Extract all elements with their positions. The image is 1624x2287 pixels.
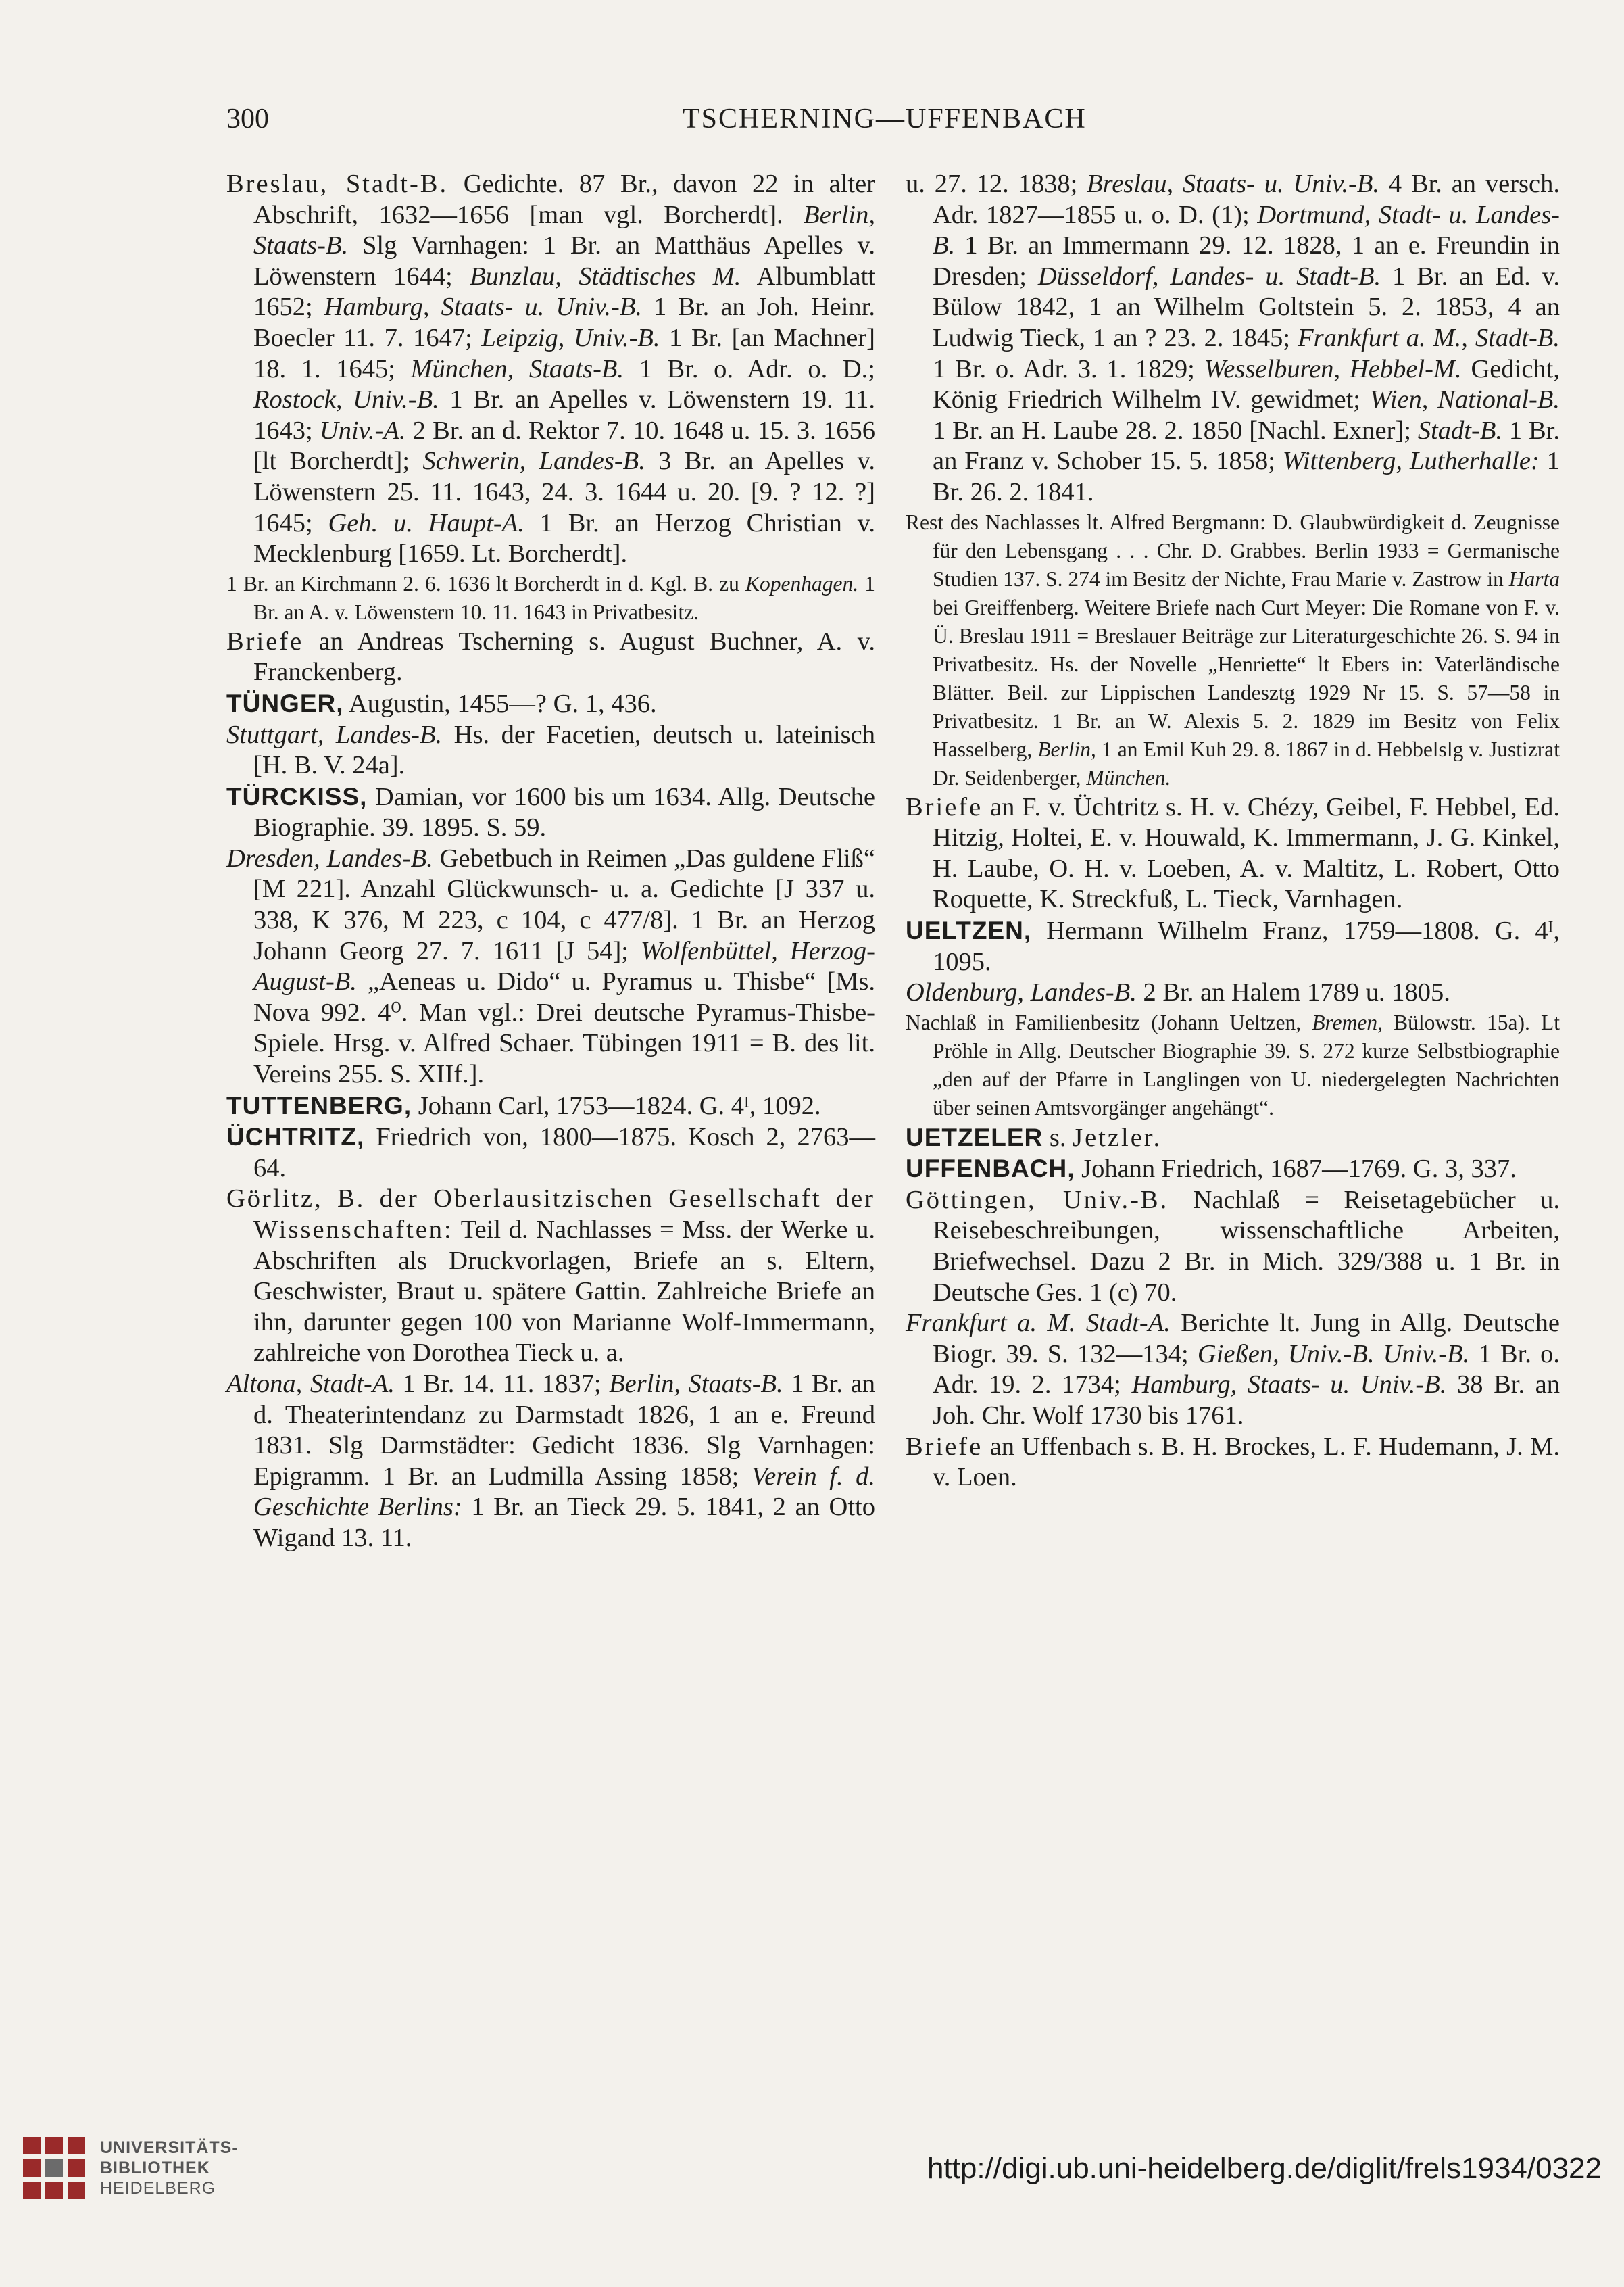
text-run: Berlin, xyxy=(1037,737,1096,761)
text-run: 1 Br. an Franz v. Schober 15. 5. 1858; xyxy=(933,416,1560,476)
entry-heading xyxy=(226,1122,875,1184)
footnote xyxy=(906,1009,1560,1122)
text-run: 1 Br. an d. Theaterintendanz zu Darmstadt 1826, 1 an e. Freund 1831. Slg Darmstädter: Gedicht 1836. Slg Varnhagen: Epigramm. 1 Br. an Ludmilla Assing 1858; xyxy=(253,1369,875,1491)
text-run: 1 Br. an H. Laube 28. 2. 1850 [Nachl. Exner]; xyxy=(933,416,1418,445)
text-run: München. xyxy=(1086,765,1171,790)
text-run: UELTZEN, xyxy=(906,916,1032,944)
text-run: TÜRCKISS, xyxy=(226,782,368,811)
text-run: „Aeneas u. Dido“ u. Pyramus u. Thisbe“ [Ms. Nova 992. 4⁰. Man vgl.: Drei deutsche Pyramus-Thisbe-Spiele. Hrsg. v. Alfred Schaer. Tübingen 1911 = B. des lit. Vereins 255. S. XIIf.]. xyxy=(253,967,875,1089)
text-run: an Uffenbach s. B. H. Brockes, L. F. Hudemann, J. M. v. Loen. xyxy=(933,1432,1560,1492)
text-run: UFFENBACH, xyxy=(906,1155,1075,1183)
text-run: Johann Carl, 1753—1824. G. 4ᴵ, 1092. xyxy=(412,1091,821,1120)
text-run: 1 Br. an Kirchmann 2. 6. 1636 lt Borcherdt in d. Kgl. B. zu xyxy=(226,571,746,596)
text-run: Gedichte. 87 Br., davon 22 in alter Abschrift, 1632—1656 [man vgl. Borcherdt]. xyxy=(253,170,875,229)
entry-heading xyxy=(906,1153,1560,1185)
text-run: Bunzlau, Städtisches M. xyxy=(470,262,741,291)
text-run: 1 Br. an A. v. Löwenstern 10. 11. 1643 in Privatbesitz. xyxy=(253,571,876,624)
text-run: Dresden, Landes-B. xyxy=(226,844,433,873)
text-run: Bremen, xyxy=(1312,1010,1383,1034)
entry-heading xyxy=(226,1090,875,1122)
text-run: Univ.-A. xyxy=(319,416,406,445)
entry-text xyxy=(906,1308,1560,1431)
text-run: Briefe xyxy=(226,627,304,656)
text-run: 2 Br. an d. Rektor 7. 10. 1648 u. 15. 3. 1656 [lt Borcherdt]; xyxy=(253,416,876,476)
text-run: 1 Br. an Apelles v. Löwenstern 19. 11. 1643; xyxy=(253,385,875,445)
entry-text xyxy=(906,978,1560,1009)
text-run: Augustin, 1455—? G. 1, 436. xyxy=(343,689,657,718)
entry-text xyxy=(906,169,1560,508)
text-run: s. xyxy=(1043,1123,1073,1152)
text-run: 3 Br. an Apelles v. Löwenstern 25. 11. 1643, 24. 3. 1644 u. 20. [9. ? 12. ?] 1645; xyxy=(253,447,875,537)
entry-text xyxy=(226,169,875,570)
text-run: Nachlaß = Reisetagebücher u. Reisebeschreibungen, wissenschaftliche Arbeiten, Briefwechsel. Dazu 2 Br. in Mich. 329/388 u. 1 Br. in Deutsche Ges. 1 (c) 70. xyxy=(933,1185,1560,1307)
entry-text xyxy=(226,1184,875,1369)
text-run: Altona, Stadt-A. xyxy=(226,1369,395,1398)
text-run: Breslau, Stadt-B. xyxy=(226,170,449,198)
footnote xyxy=(906,508,1560,792)
right-column xyxy=(906,169,1560,1493)
text-run: Berichte lt. Jung in Allg. Deutsche Biogr. 39. S. 132—134; xyxy=(933,1309,1560,1368)
text-run: 2 Br. an Halem 1789 u. 1805. xyxy=(1136,978,1450,1007)
text-run: an F. v. Üchtritz s. H. v. Chézy, Geibel, F. Hebbel, Ed. Hitzig, Holtei, E. v. Houwald, K. Immermann, J. G. Kinkel, H. Laube, O. H. v. Loeben, A. v. Maltitz, L. Robert, Otto Roquette, K. Streckfuß, L. Tieck, Varnhagen. xyxy=(933,792,1560,914)
entry-text xyxy=(906,1185,1560,1308)
text-run: 1 Br. o. Adr. o. D.; xyxy=(624,354,875,383)
text-run: Berlin, Staats-B. xyxy=(253,200,875,260)
text-run: 1 Br. 14. 11. 1837; xyxy=(394,1369,610,1398)
source-url-link[interactable]: http://digi.ub.uni-heidelberg.de/diglit/frels1934/0322 xyxy=(927,2152,1602,2185)
text-run: Geh. u. Haupt-A. xyxy=(328,508,524,537)
footnote xyxy=(226,570,875,627)
text-run: Friedrich von, 1800—1875. Kosch 2, 2763—64. xyxy=(253,1123,875,1182)
text-run: Hamburg, Staats- u. Univ.-B. xyxy=(324,293,642,322)
text-run: 1 Br. [an Machner] 18. 1. 1645; xyxy=(253,323,875,383)
entry-text xyxy=(226,720,875,781)
text-run: 4 Br. an versch. Adr. 1827—1855 u. o. D. (1); xyxy=(933,170,1560,229)
text-run: Harta xyxy=(1508,567,1560,591)
text-run: Gedicht, König Friedrich Wilhelm IV. gewidmet; xyxy=(933,354,1560,414)
text-run: München, Staats-B. xyxy=(410,354,624,383)
text-run: Frankfurt a. M. Stadt-A. xyxy=(906,1309,1171,1338)
library-name-line: BIBLIOTHEK xyxy=(100,2159,210,2177)
text-run: bei Greiffenberg. Weitere Briefe nach Curt Meyer: Die Romane von F. v. Ü. Breslau 1911 = Breslauer Beiträge zur Literaturgeschichte 26. S. 94 in Privatbesitz. Hs. der Novelle „Henriette“ lt Ebers in: Vaterländische Blätter. Beil. zur Lippischen Landesztg 1929 Nr 15. S. 57—58 in Privatbesitz. 1 Br. an W. Alexis 5. 2. 1829 im Besitz von Felix Hasselberg, xyxy=(933,595,1560,761)
library-name-line: HEIDELBERG xyxy=(100,2179,216,2198)
library-name xyxy=(100,2138,239,2198)
text-run: Nachlaß in Familienbesitz (Johann Ueltzen, xyxy=(906,1010,1312,1034)
text-run: Briefe xyxy=(906,1432,983,1461)
entry-text xyxy=(226,627,875,688)
text-run: Verein f. d. Geschichte Berlins: xyxy=(253,1462,875,1522)
text-run: Stuttgart, Landes-B. xyxy=(226,720,443,749)
text-run: Berlin, Staats-B. xyxy=(609,1369,783,1398)
text-run: Briefe xyxy=(906,792,983,821)
text-run: Jetzler. xyxy=(1073,1123,1162,1152)
entry-heading xyxy=(906,1122,1560,1154)
text-run: 1 an Emil Kuh 29. 8. 1867 in d. Hebbelslg v. Justizrat Dr. Seidenberger, xyxy=(933,737,1560,790)
text-run: 1 Br. o. Adr. 19. 2. 1734; xyxy=(933,1339,1560,1399)
text-run: Johann Friedrich, 1687—1769. G. 3, 337. xyxy=(1075,1155,1517,1184)
entry-heading xyxy=(906,915,1560,978)
text-run: 1 Br. an Herzog Christian v. Mecklenburg [1659. Lt. Borcherdt]. xyxy=(253,508,875,569)
entry-text xyxy=(906,792,1560,915)
text-run: Düsseldorf, Landes- u. Stadt-B. xyxy=(1037,262,1381,291)
text-run: Oldenburg, Landes-B. xyxy=(906,978,1137,1007)
text-run: Wolfenbüttel, Herzog-August-B. xyxy=(253,936,876,996)
page-number: 300 xyxy=(226,103,269,135)
text-run: 1 Br. an Joh. Heinr. Boecler 11. 7. 1647; xyxy=(253,293,875,352)
entry-text xyxy=(906,1432,1560,1493)
text-run: Hamburg, Staats- u. Univ.-B. xyxy=(1131,1370,1447,1399)
text-run: 1 Br. an Tieck 29. 5. 1841, 2 an Otto Wigand 13. 11. xyxy=(253,1493,875,1552)
text-run: 1 Br. an Ed. v. Bülow 1842, 1 an Wilhelm Goltstein 5. 2. 1853, 4 an Ludwig Tieck, 1 an ? 23. 2. 1845; xyxy=(933,262,1560,352)
text-run: Breslau, Staats- u. Univ.-B. xyxy=(1087,170,1379,198)
text-run: Wien, National-B. xyxy=(1369,385,1560,414)
text-run: Schwerin, Landes-B. xyxy=(422,447,645,476)
text-run: TUTTENBERG, xyxy=(226,1091,412,1120)
text-run: Kopenhagen. xyxy=(745,571,859,596)
text-run: 1 Br. 26. 2. 1841. xyxy=(933,447,1560,506)
text-run: Rest des Nachlasses lt. Alfred Bergmann: D. Glaubwürdigkeit d. Zeugnisse für den Lebensgang . . . Chr. D. Grabbes. Berlin 1933 = Germanische Studien 137. S. 274 im Besitz der Nichte, Frau Marie v. Zastrow in xyxy=(906,510,1560,591)
library-name-line: UNIVERSITÄTS- xyxy=(100,2138,239,2157)
text-run: 1 Br. an Immermann 29. 12. 1828, 1 an e. Freundin in Dresden; xyxy=(933,231,1560,291)
text-run: ÜCHTRITZ, xyxy=(226,1123,365,1151)
running-head: TSCHERNING—UFFENBACH xyxy=(683,103,1087,135)
text-run: Teil d. Nachlasses = Mss. der Werke u. Abschriften als Druckvorlagen, Briefe an s. Eltern, Geschwister, Braut u. spätere Gattin. Zahlreiche Briefe an ihn, darunter gegen 100 von Marianne Wolf-Immermann, zahlreiche von Dorothea Tieck u. a. xyxy=(253,1215,875,1368)
text-run: Rostock, Univ.-B. xyxy=(253,385,439,414)
text-run: Gebetbuch in Reimen „Das guldene Fliß“ [M 221]. Anzahl Glückwunsch- u. a. Gedichte [J 337 u. 338, K 376, M 223, c 104, c 477/8]. 1 Br. an Herzog Johann Georg 27. 7. 1611 [J 54]; xyxy=(253,844,875,965)
text-run: Wittenberg, Lutherhalle: xyxy=(1282,447,1540,476)
text-run: 1 Br. o. Adr. 3. 1. 1829; xyxy=(933,354,1204,383)
text-run: 38 Br. an Joh. Chr. Wolf 1730 bis 1761. xyxy=(933,1370,1560,1430)
entry-text xyxy=(226,844,875,1090)
text-run: Bülowstr. 15a). Lt Pröhle in Allg. Deutscher Biographie 39. S. 272 kurze Selbstbiographie „den auf der Pfarre in Langlingen von U. niedergelegten Nachrichten über seinen Amtsvorgänger angehängt“. xyxy=(933,1010,1560,1120)
text-run: Frankfurt a. M., Stadt-B. xyxy=(1298,323,1560,352)
text-run: TÜNGER, xyxy=(226,689,344,717)
entry-heading xyxy=(226,688,875,720)
text-run: Hermann Wilhelm Franz, 1759—1808. G. 4ᴵ, 1095. xyxy=(933,916,1560,976)
left-column xyxy=(226,169,875,1554)
text-run: Göttingen, Univ.-B. xyxy=(906,1185,1169,1214)
text-run: Slg Varnhagen: 1 Br. an Matthäus Apelles v. Löwenstern 1644; xyxy=(253,231,875,291)
entry-text xyxy=(226,1369,875,1554)
text-run: u. 27. 12. 1838; xyxy=(906,170,1087,198)
text-run: Dortmund, Stadt- u. Landes-B. xyxy=(933,200,1560,260)
entry-heading xyxy=(226,781,875,844)
text-run: an Andreas Tscherning s. August Buchner, A. v. Franckenberg. xyxy=(253,627,875,687)
university-seal-icon xyxy=(20,2134,88,2202)
text-run: Leipzig, Univ.-B. xyxy=(481,323,660,352)
library-logo[interactable] xyxy=(20,2134,239,2202)
text-run: Wesselburen, Hebbel-M. xyxy=(1204,354,1462,383)
text-run: Stadt-B. xyxy=(1417,416,1502,445)
text-run: Gießen, Univ.-B. Univ.-B. xyxy=(1197,1339,1470,1368)
text-run: Hs. der Facetien, deutsch u. lateinisch [H. B. V. 24a]. xyxy=(253,720,875,780)
text-run: Albumblatt 1652; xyxy=(253,262,875,322)
text-run: UETZELER xyxy=(906,1123,1043,1151)
text-run: Damian, vor 1600 bis um 1634. Allg. Deutsche Biographie. 39. 1895. S. 59. xyxy=(253,782,875,842)
text-run: Görlitz, B. der Oberlausitzischen Gesellschaft der Wissenschaften: xyxy=(226,1184,875,1244)
